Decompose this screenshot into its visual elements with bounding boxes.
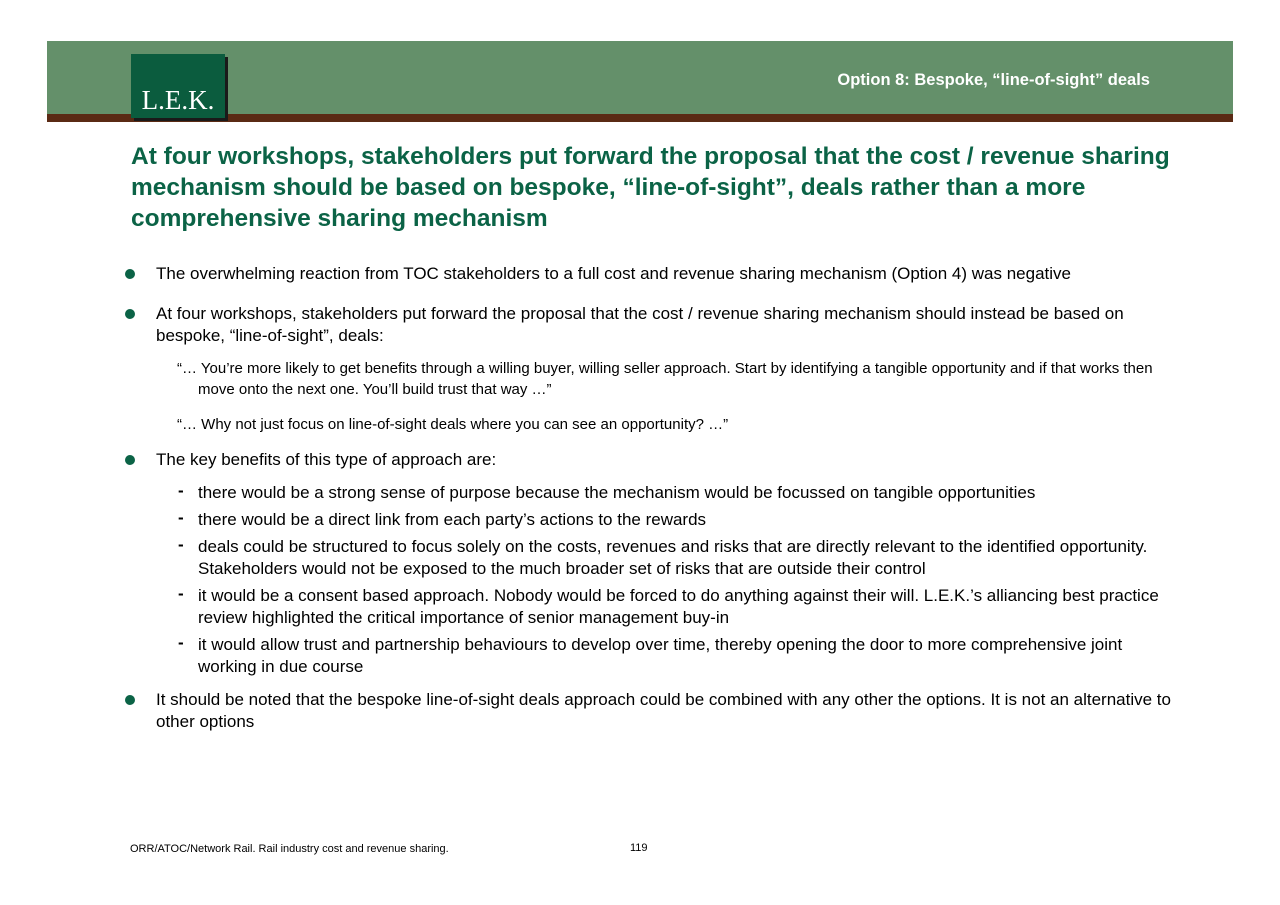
benefit-text: there would be a direct link from each party’s actions to the rewards bbox=[198, 510, 707, 529]
bullet-item bbox=[120, 263, 1180, 285]
dash-icon: - bbox=[178, 481, 184, 500]
dash-icon: - bbox=[178, 535, 184, 554]
section-title: Option 8: Bespoke, “line-of-sight” deals bbox=[837, 71, 1150, 89]
quote: “… Why not just focus on line-of-sight deals where you can see an opportunity? …” bbox=[177, 416, 729, 433]
benefit-text: there would be a strong sense of purpose because the mechanism would be focussed on tangible opportunities bbox=[198, 483, 1036, 502]
page-number: 119 bbox=[630, 842, 648, 854]
bullet-dot-icon bbox=[125, 695, 135, 705]
bullet-dot-icon bbox=[125, 269, 135, 279]
benefit-item bbox=[120, 585, 1170, 629]
benefit-text: it would allow trust and partnership behaviours to develop over time, thereby opening the door to more comprehensive joint working in due course bbox=[198, 635, 1123, 676]
quote: “… You’re more likely to get benefits through a willing buyer, willing seller approach. Start by identifying a tangible opportunity and if that works then move onto the next one. You’ll build trust that way …” bbox=[177, 360, 1153, 398]
dash-icon: - bbox=[178, 584, 184, 603]
dash-icon: - bbox=[178, 633, 184, 652]
benefit-text: it would be a consent based approach. Nobody would be forced to do anything against their will. L.E.K.’s alliancing best practice review highlighted the critical importance of senior management buy-in bbox=[198, 586, 1159, 627]
bullet-dot-icon bbox=[125, 309, 135, 319]
bullet-text: At four workshops, stakeholders put forward the proposal that the cost / revenue sharing mechanism should instead be based on bespoke, “line-of-sight”, deals: bbox=[156, 304, 1124, 345]
benefit-text: deals could be structured to focus solely on the costs, revenues and risks that are directly relevant to the identified opportunity. Stakeholders would not be exposed to the much broader set of risks that are outside their control bbox=[198, 537, 1148, 578]
footer-source: ORR/ATOC/Network Rail. Rail industry cost and revenue sharing. bbox=[130, 843, 449, 855]
slide-title: At four workshops, stakeholders put forward the proposal that the cost / revenue sharing mechanism should be based on bespoke, “line-of-sight”, deals rather than a more comprehensive sharing mechanism bbox=[131, 143, 1170, 232]
benefit-item bbox=[120, 634, 1170, 678]
bullet-dot-icon bbox=[125, 455, 135, 465]
bullet-text: The overwhelming reaction from TOC stakeholders to a full cost and revenue sharing mechanism (Option 4) was negative bbox=[156, 264, 1071, 283]
benefit-item bbox=[120, 509, 1170, 531]
bullet-item bbox=[120, 303, 1180, 347]
bullet-item bbox=[120, 689, 1180, 733]
slide-body bbox=[120, 263, 1180, 733]
benefit-item bbox=[120, 482, 1170, 504]
dash-icon: - bbox=[178, 508, 184, 527]
bullet-item bbox=[120, 449, 1180, 471]
lek-logo: L.E.K. bbox=[131, 54, 225, 118]
benefit-item bbox=[120, 536, 1170, 580]
bullet-text: The key benefits of this type of approach are: bbox=[156, 450, 497, 469]
bullet-text: It should be noted that the bespoke line-of-sight deals approach could be combined with any other the options. It is not an alternative to other options bbox=[156, 690, 1171, 731]
